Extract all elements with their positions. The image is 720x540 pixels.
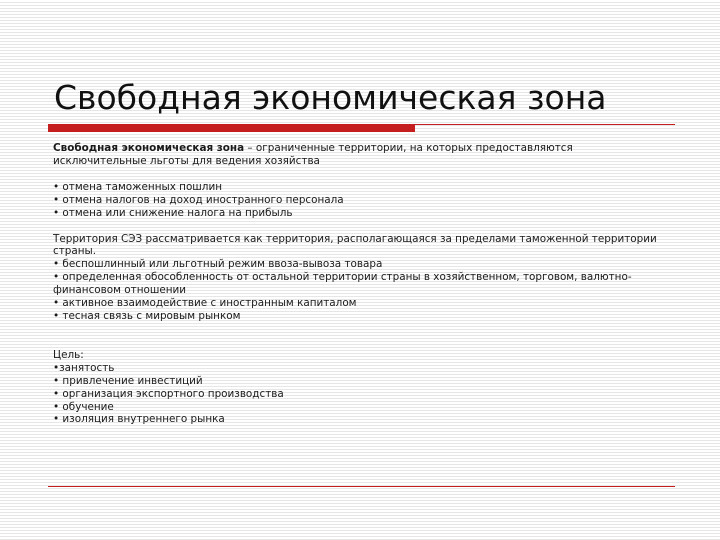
territory-item: • активное взаимодействие с иностранным капиталом xyxy=(53,297,357,310)
slide-title: Свободная экономическая зона xyxy=(54,78,607,117)
slide-body xyxy=(53,142,668,426)
territory-item: • беспошлинный или льготный режим ввоза-вывоза товара xyxy=(53,258,383,271)
footer-divider-line xyxy=(48,486,675,487)
benefit-item: • отмена или снижение налога на прибыль xyxy=(53,206,293,219)
goal-item: • организация экспортного производства xyxy=(53,387,284,400)
goal-item: • обучение xyxy=(53,400,114,413)
goal-item: • изоляция внутреннего рынка xyxy=(53,413,225,426)
territory-intro: Территория СЭЗ рассматривается как территория, располагающаяся за пределами таможенной территории страны. xyxy=(53,232,657,258)
title-accent-bar xyxy=(48,124,415,132)
territory-item: • определенная обособленность от остальной территории страны в хозяйственном, торговом, валютно-финансовом отношении xyxy=(53,271,632,297)
spacer xyxy=(53,323,668,349)
spacer xyxy=(53,220,668,233)
territory-item: • тесная связь с мировым рынком xyxy=(53,309,241,322)
goal-item: •занятость xyxy=(53,361,115,374)
goal-item: • привлечение инвестиций xyxy=(53,374,203,387)
definition-text: – ограниченные территории, на которых предоставляются исключительные льготы для ведения хозяйства xyxy=(53,142,573,167)
benefit-item: • отмена налогов на доход иностранного персонала xyxy=(53,193,344,206)
definition-paragraph xyxy=(53,142,668,168)
spacer xyxy=(53,168,668,181)
goals-heading: Цель: xyxy=(53,348,84,361)
definition-term: Свободная экономическая зона xyxy=(53,142,245,154)
benefit-item: • отмена таможенных пошлин xyxy=(53,180,222,193)
